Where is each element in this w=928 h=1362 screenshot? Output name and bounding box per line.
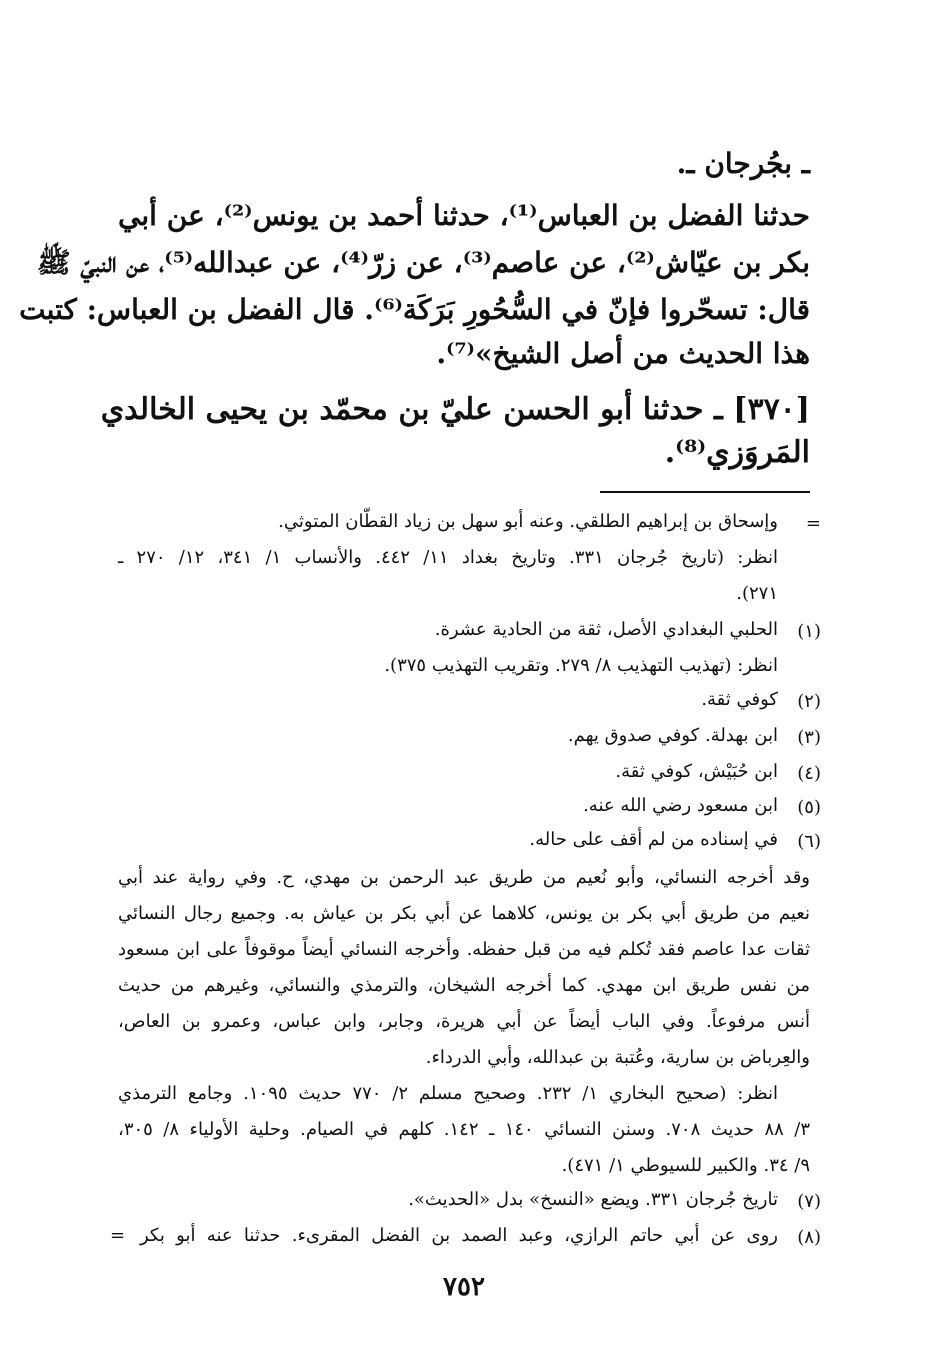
footnote-text: والعِرباض بن سارية، وعُتبة بن عبدالله، وأبي الدرداء. — [425, 1047, 810, 1068]
footnote-number: (٥) — [797, 797, 821, 818]
footnote-reference: انظر: (صحيح البخاري ١/ ٢٣٢. وصحيح مسلم ٢/ ٧٧٠ حديث ١٠٩٥. وجامع الترمذي — [118, 1083, 779, 1104]
section-heading: ـ بجُرجان ـ. — [676, 147, 810, 180]
footnote-text: الحلبي البغدادي الأصل، ثقة من الحادية عشرة. — [434, 619, 778, 640]
footnote-text: ابن مسعود رضي الله عنه. — [583, 795, 778, 816]
continuation-marker: = — [805, 513, 821, 534]
footnote-text: ابن حُبَيْش، كوفي ثقة. — [615, 761, 778, 782]
footnote-text: روى عن أبي حاتم الرازي، وعبد الصمد بن الفضل المقرىء. حدثنا عنه أبو بكر — [140, 1225, 778, 1246]
hadith-text-line: هذا الحديث من أصل الشيخ»⁽⁷⁾. — [436, 337, 810, 370]
hadith-text-line: بكر بن عيّاش⁽²⁾، عن عاصم⁽³⁾، عن زرّ⁽⁴⁾، عن عبدالله⁽⁵⁾، عن النبيّ ﷺ — [36, 246, 810, 279]
footnote-text: من نفس طريق ابن مهدي. كما أخرجه الشيخان، والترمذي والنسائي، وغيرهم من حديث — [118, 975, 810, 996]
entry-heading: [٣٧٠] ـ حدثنا أبو الحسن عليّ بن محمّد بن يحيى الخالدي — [100, 392, 810, 427]
footnote-number: (٤) — [797, 763, 821, 784]
footnote-text: ثقات عدا عاصم فقد تُكلم فيه من قبل حفظه. وأخرجه النسائي أيضاً موقوفاً على ابن مسعود — [118, 939, 810, 960]
footnote-number: (٨) — [797, 1227, 821, 1248]
hadith-text-line: حدثنا الفضل بن العباس⁽¹⁾، حدثنا أحمد بن يونس⁽²⁾، عن أبي — [118, 199, 810, 232]
page-number: ٧٥٢ — [443, 1272, 485, 1302]
footnote-text: نعيم من طريق أبي بكر بن يونس، كلاهما عن أبي بكر بن عياش به. وجميع رجال النسائي — [118, 903, 810, 924]
footnote-text: تاريخ جُرجان ٣٣١. ويضع «النسخ» بدل «الحديث». — [408, 1189, 778, 1210]
footnote-text: كوفي ثقة. — [701, 689, 778, 710]
footnote-text: وإسحاق بن إبراهيم الطلقي. وعنه أبو سهل بن زياد القطّان المتوثي. — [278, 511, 778, 532]
footnote-number: (٦) — [797, 831, 821, 852]
footnote-text: وقد أخرجه النسائي، وأبو نُعيم من طريق عبد الرحمن بن مهدي، ح. وفي رواية عند أبي — [118, 867, 810, 888]
footnote-reference: ٢٧١). — [736, 583, 778, 604]
continuation-marker: = — [110, 1225, 126, 1246]
footnote-number: (٢) — [797, 691, 821, 712]
entry-heading-cont: المَروَزي⁽⁸⁾. — [664, 435, 810, 470]
footnote-separator — [600, 491, 810, 493]
footnote-text: في إسناده من لم أقف على حاله. — [529, 829, 778, 850]
footnote-reference: انظر: (تهذيب التهذيب ٨/ ٢٧٩. وتقريب التهذيب ٣٧٥). — [384, 655, 778, 676]
footnote-number: (٣) — [797, 727, 821, 748]
footnote-number: (١) — [797, 621, 821, 642]
footnote-text: ابن بهدلة. كوفي صدوق يهم. — [567, 725, 778, 746]
hadith-text-line: قال: تسحّروا فإنّ في السُّحُورِ بَرَكَة⁽⁶⁾. قال الفضل بن العباس: كتبت — [19, 293, 810, 326]
footnote-reference: ٩/ ٣٤. والكبير للسيوطي ١/ ٤٧١). — [561, 1155, 810, 1176]
footnote-reference: انظر: (تاريخ جُرجان ٣٣١. وتاريخ بغداد ١١/ ٤٤٢. والأنساب ١/ ٣٤١، ١٢/ ٢٧٠ ـ — [118, 547, 778, 568]
footnote-reference: ٣/ ٨٨ حديث ٧٠٨. وسنن النسائي ١٤٠ ـ ١٤٢. كلهم في الصيام. وحلية الأولياء ٨/ ٣٠٥، — [118, 1119, 810, 1140]
footnote-number: (٧) — [797, 1191, 821, 1212]
footnote-text: أنس مرفوعاً. وفي الباب أيضاً عن أبي هريرة، وجابر، وابن عباس، وعمرو بن العاص، — [118, 1011, 810, 1032]
